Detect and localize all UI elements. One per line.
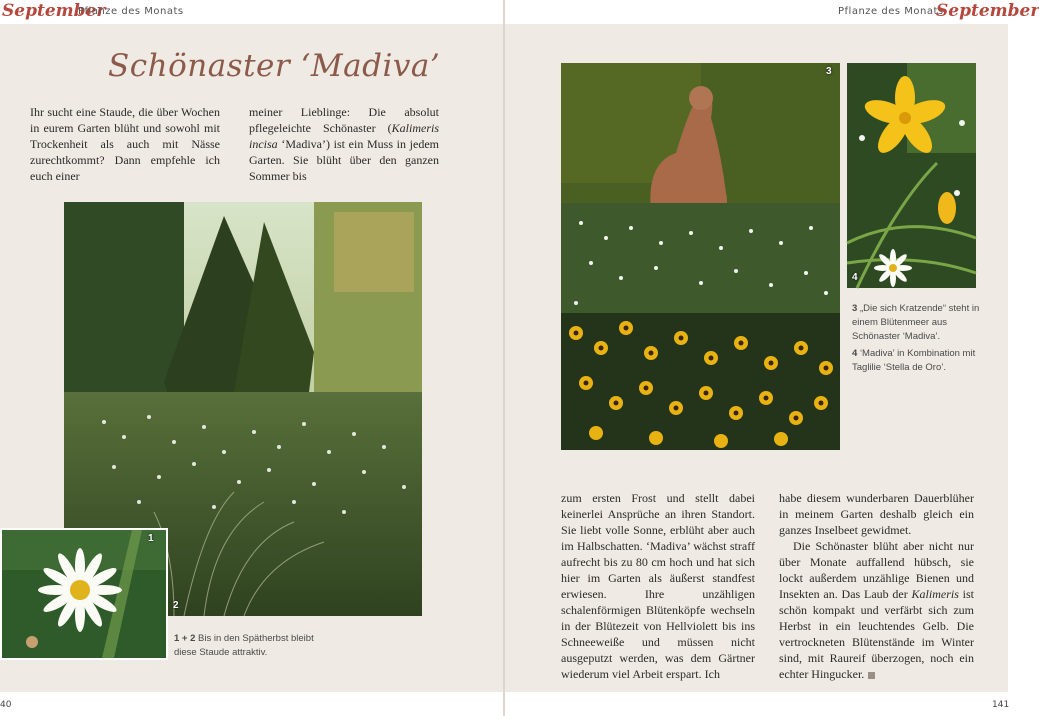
paragraph: habe diesem wunderbaren Dauerblüher in meinem Garten deshalb gleich ein ganzes Inselbeet gewidmet. xyxy=(779,491,974,537)
caption-photo-3: 3 „Die sich Kratzende“ steht in einem Blütenmeer aus Schönaster ‘Madiva’. xyxy=(852,303,980,342)
text-column-3 xyxy=(561,490,755,682)
text-column-4 xyxy=(779,490,974,682)
left-footer-bar xyxy=(0,692,503,716)
paragraph: zum ersten Frost und stellt dabei keinerlei Ansprüche an ihren Standort. Sie liebt volle Sonne, erblüht aber auch im Halbschatten. ‘Madiva’ wächst straff aufrecht bis zu 80 cm hoch und hat sich hier im Garten als äußerst standfest erwiesen. Ihre unzähligen schalenförmigen Blütenköpfe wechseln in der Blütezeit von Hellviolett bis ins Schneeweiße und müssen nicht ausgeputzt werden, was dem Gärtner wiederum viel Arbeit erspart. Ich xyxy=(561,491,755,681)
photo-daylily xyxy=(847,63,976,288)
photo-daylily-image xyxy=(847,63,976,288)
photo-sculpture-meadow-image xyxy=(561,63,840,450)
paragraph: meiner Lieblinge: Die absolut pflegeleichte Schönaster (Kalimeris incisa ‘Madiva’) ist ein Muss in jedem Garten. Sie blüht über den ganzen Sommer bis xyxy=(249,105,439,183)
photo-daisy-closeup-image xyxy=(2,530,166,658)
paragraph: Ihr sucht eine Staude, die über Wochen in eurem Garten blüht und sowohl mit Trockenheit als auch mit Nässe zurechtkommt? Dann empfehle ich euch einer xyxy=(30,105,220,183)
right-section-label: Pflanze des Monats xyxy=(838,6,944,17)
text-column-2 xyxy=(249,104,439,184)
left-section-label: Pflanze des Monats xyxy=(78,6,184,17)
right-footer-bar xyxy=(505,692,1008,716)
caption-photos-1-2: 1 + 2 Bis in den Spätherbst bleibt diese Staude attraktiv. xyxy=(174,633,314,658)
right-page-number: 141 xyxy=(992,700,1010,710)
photo-number-4: 4 xyxy=(852,272,858,283)
left-page-number: 40 xyxy=(0,700,12,710)
paragraph: Die Schönaster blüht aber nicht nur über Monate auffallend hübsch, sie lockt außerdem unzählige Bienen und Insekten an. Das Laub der Kalimeris ist schön kompakt und verfärbt sich zum Herbst in ein leuchtendes Gelb. Die vertrockneten Blütenstände im Winter sind, mit Raureif überzogen, noch ein echter Hingucker. xyxy=(779,539,974,681)
photo-number-3: 3 xyxy=(826,66,832,77)
page-gutter xyxy=(503,0,505,716)
article-title: Schönaster ‘Madiva’ xyxy=(108,48,441,84)
right-month-title: September xyxy=(936,1,1039,21)
photo-daisy-closeup xyxy=(0,528,168,660)
end-of-article-mark xyxy=(868,672,875,679)
left-month-title: September xyxy=(2,1,106,21)
photo-number-2: 2 xyxy=(173,600,179,611)
photo-sculpture-meadow xyxy=(561,63,840,450)
text-column-1 xyxy=(30,104,220,184)
photo-number-1: 1 xyxy=(148,533,154,544)
caption-photo-4: 4 ‘Madiva’ in Kombination mit Taglilie ‘Stella de Oro’. xyxy=(852,348,976,373)
